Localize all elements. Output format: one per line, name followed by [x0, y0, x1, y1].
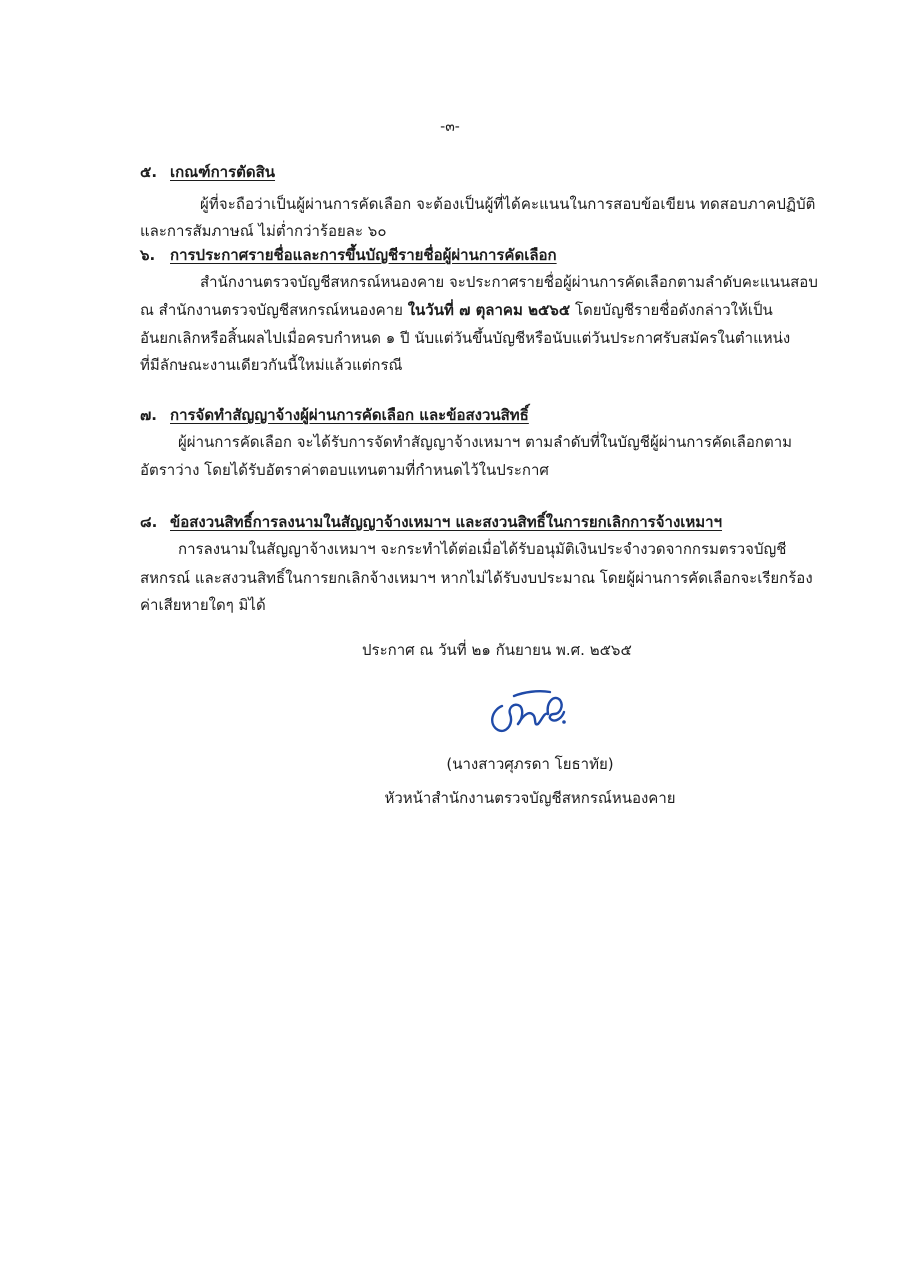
- section-5-number: ๕.: [140, 163, 158, 181]
- signature-image: [484, 684, 574, 740]
- section-5-line-1: ผู้ที่จะถือว่าเป็นผู้ผ่านการคัดเลือก จะต้องเป็นผู้ที่ได้คะแนนในการสอบข้อเขียน ทดสอบภาคปฏิบัติ: [200, 195, 816, 213]
- section-6-number: ๖.: [140, 246, 156, 264]
- section-7-number: ๗.: [140, 406, 157, 424]
- section-5-title: เกณฑ์การตัดสิน: [170, 163, 276, 181]
- section-6-line-4: ที่มีลักษณะงานเดียวกันนี้ใหม่แล้วแต่กรณี: [140, 356, 403, 374]
- section-8-line-2: สหกรณ์ และสงวนสิทธิ์ในการยกเลิกจ้างเหมาฯ หากไม่ได้รับงบประมาณ โดยผู้ผ่านการคัดเลือกจะเรียกร้อง: [140, 569, 813, 587]
- section-7-heading: [140, 403, 529, 427]
- section-8-heading: [140, 510, 722, 534]
- announcement-date: ประกาศ ณ วันที่ ๒๑ กันยายน พ.ศ. ๒๕๖๕: [362, 641, 632, 659]
- section-6-announce-date: ในวันที่ ๗ ตุลาคม ๒๕๖๕: [407, 301, 571, 319]
- section-7-title: การจัดทำสัญญาจ้างผู้ผ่านการคัดเลือก และข้อสงวนสิทธิ์: [170, 406, 529, 424]
- section-6-line-1: สำนักงานตรวจบัญชีสหกรณ์หนองคาย จะประกาศรายชื่อผู้ผ่านการคัดเลือกตามลำดับคะแนนสอบ: [200, 273, 818, 291]
- page-number: -๓-: [440, 119, 460, 135]
- section-5-line-2: และการสัมภาษณ์ ไม่ต่ำกว่าร้อยละ ๖๐: [140, 222, 387, 240]
- section-7-line-2: อัตราว่าง โดยได้รับอัตราค่าตอบแทนตามที่กำหนดไว้ในประกาศ: [140, 461, 549, 479]
- section-8-line-1: การลงนามในสัญญาจ้างเหมาฯ จะกระทำได้ต่อเมื่อได้รับอนุมัติเงินประจำงวดจากกรมตรวจบัญชี: [178, 540, 787, 558]
- section-8-line-3: ค่าเสียหายใดๆ มิได้: [140, 596, 266, 614]
- section-8-number: ๘.: [140, 513, 158, 531]
- section-6-line-3: อันยกเลิกหรือสิ้นผลไปเมื่อครบกำหนด ๑ ปี นับแต่วันขึ้นบัญชีหรือนับแต่วันประกาศรับสมัครในตำแหน่ง: [140, 329, 791, 347]
- section-5-heading: [140, 160, 275, 184]
- section-6-location: ณ สำนักงานตรวจบัญชีสหกรณ์หนองคาย: [140, 301, 403, 319]
- section-7-line-1: ผู้ผ่านการคัดเลือก จะได้รับการจัดทำสัญญาจ้างเหมาฯ ตามลำดับที่ในบัญชีผู้ผ่านการคัดเลือกตาม: [178, 433, 793, 451]
- signatory-title: หัวหน้าสำนักงานตรวจบัญชีสหกรณ์หนองคาย: [384, 789, 676, 807]
- section-6-title: การประกาศรายชื่อและการขึ้นบัญชีรายชื่อผู้ผ่านการคัดเลือก: [170, 246, 557, 264]
- signatory-name: (นางสาวศุภรดา โยธาทัย): [446, 755, 614, 773]
- section-6-heading: [140, 243, 557, 267]
- section-6-line-2: [140, 298, 773, 322]
- section-8-title: ข้อสงวนสิทธิ์การลงนามในสัญญาจ้างเหมาฯ และสงวนสิทธิ์ในการยกเลิกการจ้างเหมาฯ: [170, 513, 723, 531]
- section-6-list-note: โดยบัญชีรายชื่อดังกล่าวให้เป็น: [574, 301, 773, 319]
